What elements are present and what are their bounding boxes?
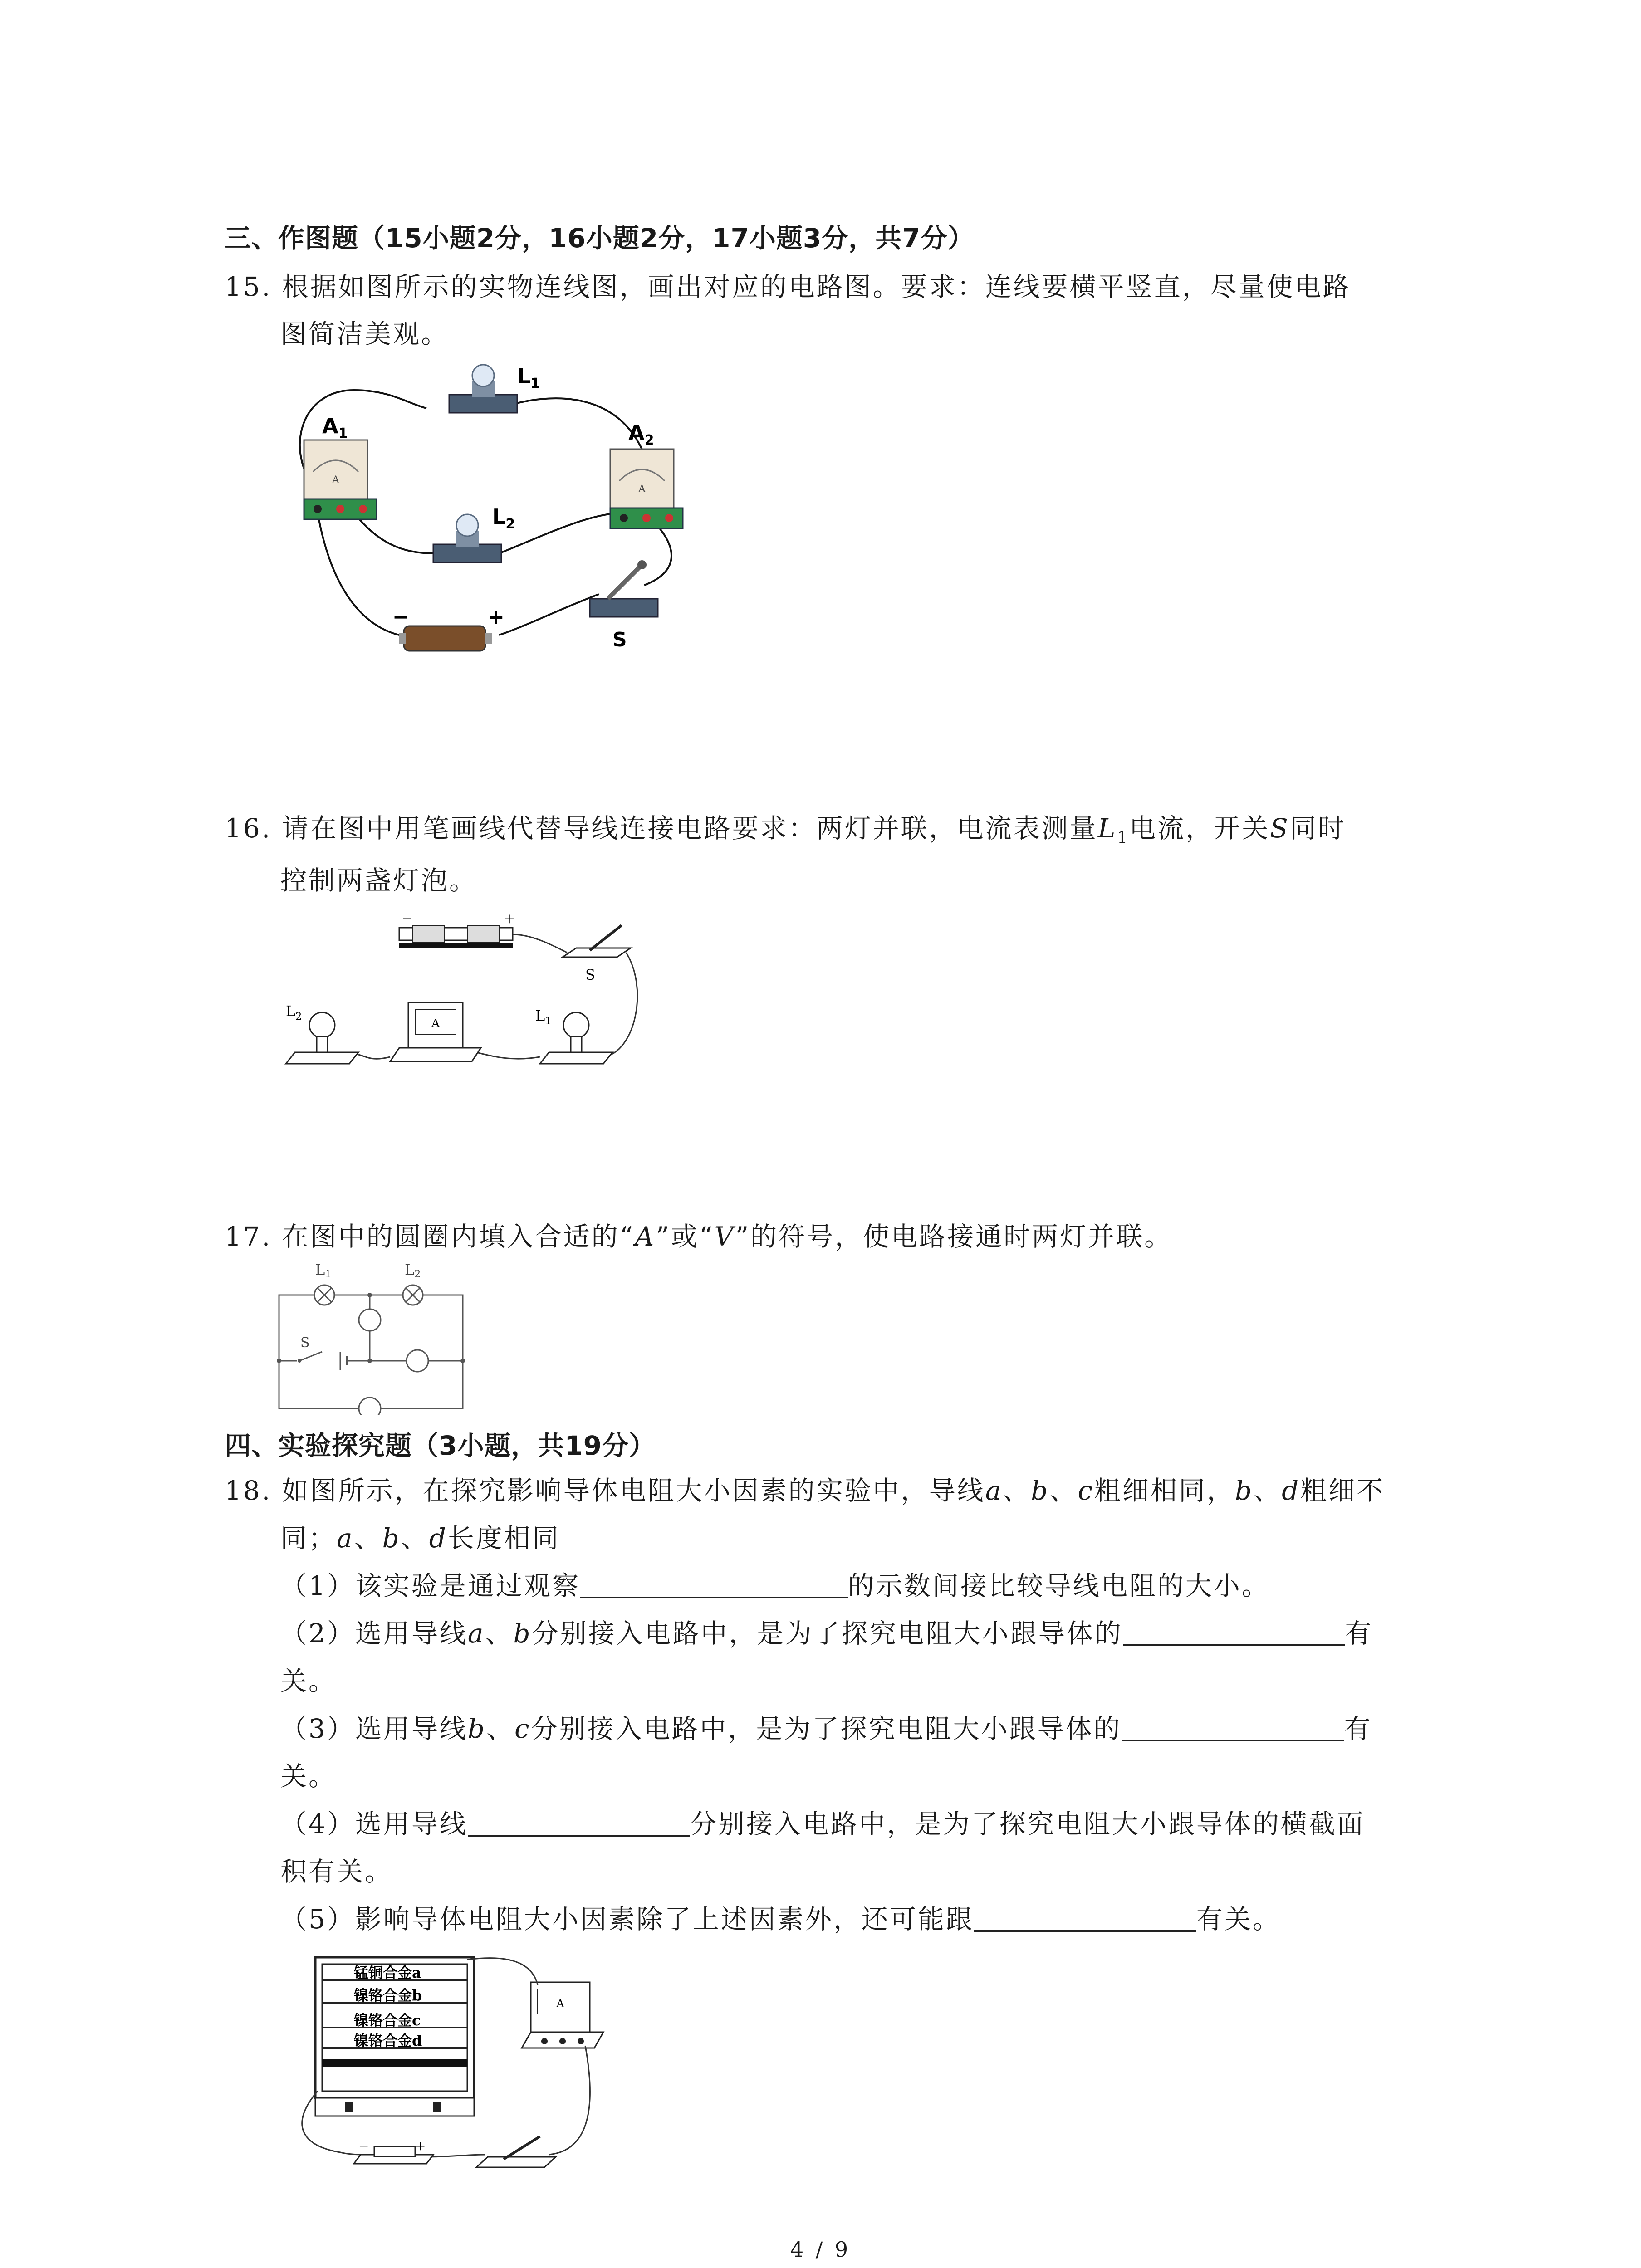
switch-icon bbox=[563, 925, 631, 957]
wire-b-label: 镍铬合金b bbox=[354, 1987, 422, 2004]
answer-blank-1[interactable] bbox=[580, 1571, 848, 1598]
meter-circle-2[interactable] bbox=[407, 1350, 428, 1372]
q18-part-4: （4）选用导线 分别接入电路中，是为了探究电阻大小跟导体的横截面 bbox=[280, 1809, 1365, 1839]
battery-icon bbox=[399, 626, 492, 651]
q15-line-1: 15. 根据如图所示的实物连线图，画出对应的电路图。要求：连线要横平竖直，尽量使电路 bbox=[225, 271, 1351, 302]
q15-circuit-figure bbox=[272, 363, 726, 680]
battery-minus-label: − bbox=[392, 606, 409, 629]
battery-minus-label: − bbox=[358, 2138, 369, 2153]
wire-c-label: 镍铬合金c bbox=[354, 2012, 421, 2029]
l1-label: $L_1$ bbox=[535, 1007, 552, 1027]
l2-label: L2 bbox=[405, 1261, 421, 1280]
svg-text:A: A bbox=[431, 1017, 440, 1031]
section-3-title: 三、作图题（15小题2分，16小题2分，17小题3分，共7分） bbox=[225, 223, 975, 254]
battery-minus-label: − bbox=[402, 911, 413, 927]
q16-line-1: 16. 请在图中用笔画线代替导线连接电路要求：两灯并联，电流表测量$L_1$电流，开关S同时 bbox=[225, 813, 1346, 847]
lamp-l2-icon bbox=[403, 1285, 423, 1305]
meter-circle-1[interactable] bbox=[359, 1309, 381, 1331]
answer-blank-3[interactable] bbox=[1122, 1714, 1344, 1741]
svg-text:A: A bbox=[332, 474, 339, 486]
l2-label: $L_2$ bbox=[492, 504, 515, 532]
a1-label: $A_1$ bbox=[322, 414, 348, 441]
ammeter-icon bbox=[390, 1002, 481, 1061]
wire-a-label: 锰铜合金a bbox=[354, 1964, 421, 1981]
lamp-l1-icon bbox=[314, 1285, 334, 1305]
l2-label: $L_2$ bbox=[286, 1002, 302, 1022]
q18-part-1: （1）该实验是通过观察 的示数间接比较导线电阻的大小。 bbox=[280, 1570, 1270, 1601]
ammeter-a2-icon bbox=[610, 449, 683, 528]
q18-part-3: （3）选用导线b、c分别接入电路中，是为了探究电阻大小跟导体的 有 bbox=[280, 1713, 1372, 1744]
ammeter-a1-icon bbox=[304, 440, 377, 519]
battery-plus-label: + bbox=[488, 606, 505, 629]
lamp-l2-icon bbox=[433, 514, 501, 562]
battery-icon bbox=[399, 925, 513, 948]
ammeter-icon bbox=[522, 1982, 603, 2048]
answer-blank-2[interactable] bbox=[1123, 1619, 1345, 1646]
q17-line-1: 17. 在图中的圆圈内填入合适的“A”或“V”的符号，使电路接通时两灯并联。 bbox=[225, 1221, 1173, 1252]
switch-icon bbox=[476, 2136, 556, 2167]
q18-part-4-cont: 积有关。 bbox=[280, 1856, 393, 1887]
lamp-l1-icon bbox=[449, 365, 517, 413]
answer-blank-4[interactable] bbox=[468, 1809, 690, 1837]
wire-d-label: 镍铬合金d bbox=[354, 2032, 422, 2049]
switch-s-label: S bbox=[612, 628, 627, 651]
q18-line-1: 18. 如图所示，在探究影响导体电阻大小因素的实验中，导线a、b、c粗细相同，b、d粗细不 bbox=[225, 1475, 1385, 1506]
q17-circuit-figure bbox=[272, 1261, 476, 1415]
battery-plus-label: + bbox=[504, 911, 515, 927]
switch-s-label: S bbox=[585, 966, 595, 983]
q18-experiment-figure bbox=[277, 1950, 622, 2173]
q18-part-2-cont: 关。 bbox=[280, 1666, 337, 1696]
meter-circle-3[interactable] bbox=[359, 1398, 381, 1415]
switch-s-label: S bbox=[300, 1335, 310, 1351]
section-4-title: 四、实验探究题（3小题，共19分） bbox=[225, 1430, 656, 1461]
q18-part-5: （5）影响导体电阻大小因素除了上述因素外，还可能跟 有关。 bbox=[280, 1904, 1281, 1935]
l1-label: $L_1$ bbox=[517, 364, 540, 391]
q15-line-2: 图简洁美观。 bbox=[280, 318, 450, 349]
switch-icon bbox=[590, 560, 658, 617]
page-number: 4 / 9 bbox=[790, 2237, 851, 2262]
battery-plus-label: + bbox=[415, 2138, 426, 2153]
a2-label: $A_2$ bbox=[628, 420, 654, 448]
q16-circuit-figure bbox=[277, 907, 662, 1089]
svg-text:A: A bbox=[638, 484, 646, 495]
l1-label: L1 bbox=[315, 1261, 332, 1280]
svg-text:A: A bbox=[556, 1997, 564, 2010]
q18-part-3-cont: 关。 bbox=[280, 1761, 337, 1792]
answer-blank-5[interactable] bbox=[974, 1905, 1196, 1932]
q16-line-2: 控制两盏灯泡。 bbox=[280, 865, 478, 896]
q18-line-2: 同；a、b、d长度相同 bbox=[280, 1523, 560, 1554]
q18-part-2: （2）选用导线a、b分别接入电路中，是为了探究电阻大小跟导体的 有 bbox=[280, 1618, 1373, 1649]
